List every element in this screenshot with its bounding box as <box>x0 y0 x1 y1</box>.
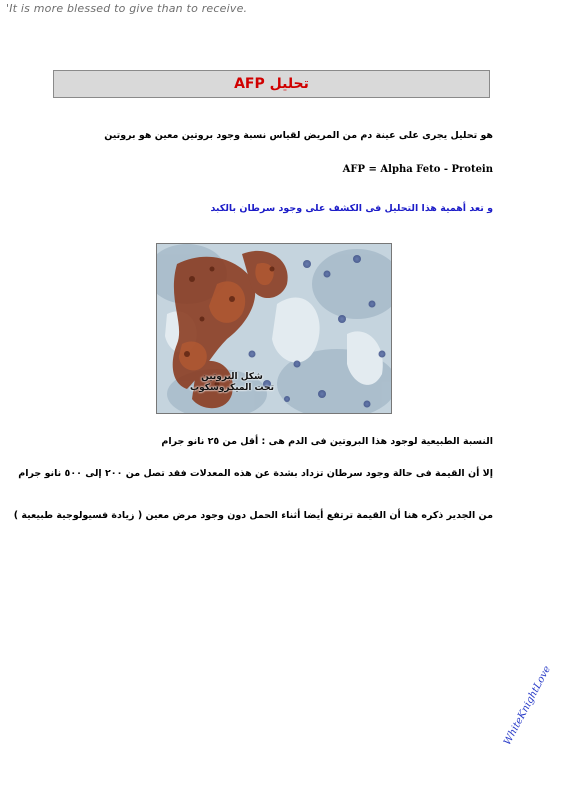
page-title: تحليل AFP <box>234 76 309 92</box>
microscope-image <box>156 243 392 414</box>
definition-paragraph: هو تحليل يجرى على عينة دم من المريض لقياس نسبة وجود بروتين معين هو بروتين <box>104 130 493 141</box>
pregnancy-paragraph: من الجدير ذكره هنا أن القيمة ترتفع أيضا أثناء الحمل دون وجود مرض معين ( زيادة فسيولوجية طبيعية ) <box>13 510 493 521</box>
caption-line-1: شكل البروتين <box>201 372 263 382</box>
signature-watermark: WhiteKnightLove <box>502 664 554 748</box>
figure-caption <box>187 372 277 394</box>
normal-range-paragraph: النسبة الطبيعية لوجود هذا البروتين فى الدم هى : أقل من ٢٥ نانو جرام <box>161 436 493 447</box>
caption-line-2: تحت الميكروسكوب <box>190 383 274 393</box>
importance-paragraph: و تعد أهمية هذا التحليل فى الكشف على وجود سرطان بالكبد <box>210 203 493 214</box>
header-motto: 'It is more blessed to give than to receive. <box>6 2 248 15</box>
title-box <box>53 70 490 98</box>
cancer-range-paragraph: إلا أن القيمة فى حالة وجود سرطان تزداد بشدة عن هذه المعدلات فقد تصل من ٢٠٠ إلى ٥٠٠ نانو جرام <box>18 468 493 479</box>
afp-expansion: AFP = Alpha Feto - Protein <box>342 164 493 175</box>
